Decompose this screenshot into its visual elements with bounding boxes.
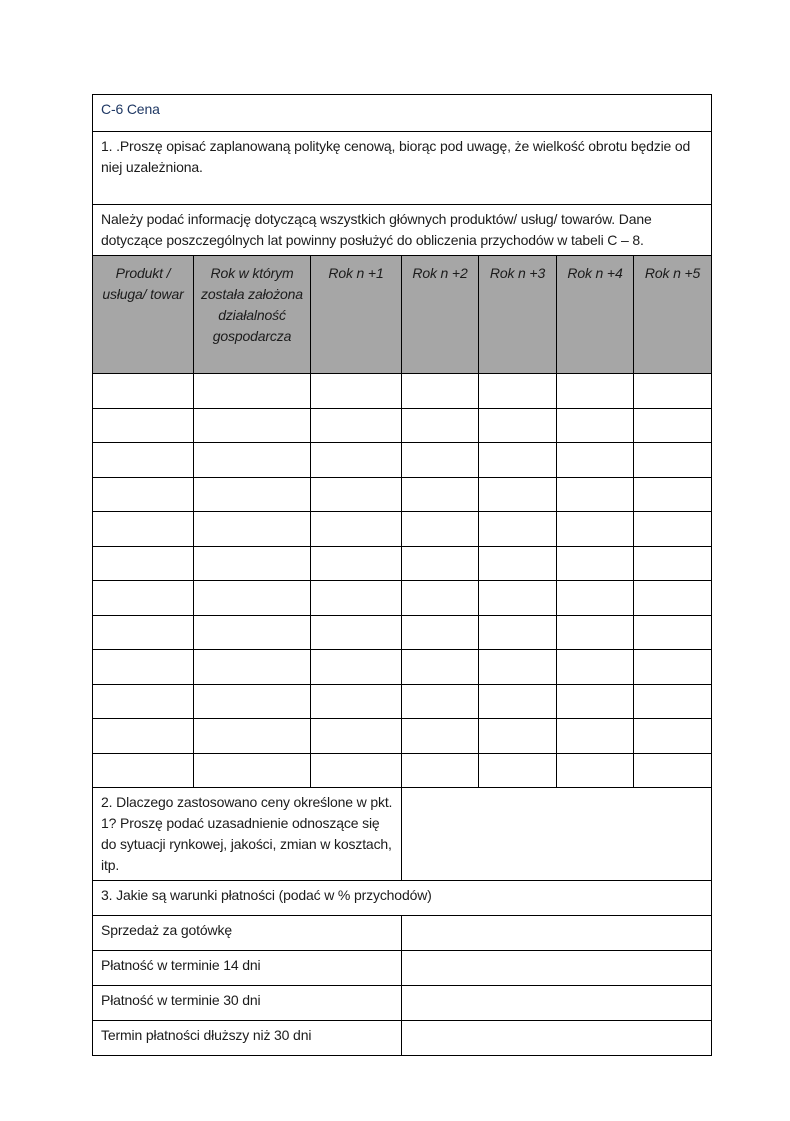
product-row (93, 546, 712, 581)
product-input-cell[interactable] (557, 581, 634, 616)
product-input-cell[interactable] (557, 753, 634, 788)
product-input-cell[interactable] (479, 443, 557, 478)
product-input-cell[interactable] (402, 615, 479, 650)
question-3-row (93, 881, 712, 916)
product-input-cell[interactable] (402, 650, 479, 685)
product-input-cell[interactable] (634, 512, 712, 547)
product-input-cell[interactable] (194, 615, 311, 650)
product-input-cell[interactable] (479, 615, 557, 650)
product-input-cell[interactable] (311, 408, 402, 443)
product-input-cell[interactable] (194, 719, 311, 754)
product-input-cell[interactable] (93, 719, 194, 754)
product-input-cell[interactable] (634, 581, 712, 616)
product-input-cell[interactable] (93, 684, 194, 719)
product-input-cell[interactable] (402, 719, 479, 754)
product-row (93, 719, 712, 754)
column-header: Rok n +2 (402, 256, 479, 374)
product-input-cell[interactable] (479, 374, 557, 409)
product-input-cell[interactable] (557, 477, 634, 512)
product-input-cell[interactable] (634, 408, 712, 443)
product-input-cell[interactable] (311, 546, 402, 581)
product-input-cell[interactable] (311, 581, 402, 616)
product-row (93, 581, 712, 616)
product-input-cell[interactable] (194, 408, 311, 443)
pricing-form-table (92, 94, 712, 1056)
product-input-cell[interactable] (93, 477, 194, 512)
payment-term-label: Płatność w terminie 30 dni (93, 986, 402, 1021)
payment-term-row (93, 916, 712, 951)
product-input-cell[interactable] (402, 408, 479, 443)
product-input-cell[interactable] (479, 753, 557, 788)
payment-term-label: Sprzedaż za gotówkę (93, 916, 402, 951)
product-input-cell[interactable] (557, 684, 634, 719)
column-header: Produkt / usługa/ towar (93, 256, 194, 374)
product-input-cell[interactable] (479, 650, 557, 685)
product-input-cell[interactable] (402, 477, 479, 512)
question-3-label: 3. Jakie są warunki płatności (podać w % przychodów) (93, 881, 712, 916)
product-input-cell[interactable] (93, 581, 194, 616)
instruction-1-text: 1. .Proszę opisać zaplanowaną politykę cenową, biorąc pod uwagę, że wielkość obrotu będzie od niej uzależniona. (93, 132, 712, 205)
product-input-cell[interactable] (634, 546, 712, 581)
product-input-cell[interactable] (93, 753, 194, 788)
product-row (93, 753, 712, 788)
products-table-body (93, 374, 712, 788)
product-input-cell[interactable] (634, 719, 712, 754)
product-input-cell[interactable] (194, 650, 311, 685)
question-2-label: 2. Dlaczego zastosowano ceny określone w pkt. 1? Proszę podać uzasadnienie odnoszące się do sytuacji rynkowej, jakości, zmian w kosztach, itp. (93, 788, 402, 881)
product-input-cell[interactable] (402, 753, 479, 788)
product-input-cell[interactable] (402, 443, 479, 478)
product-input-cell[interactable] (93, 374, 194, 409)
product-input-cell[interactable] (194, 753, 311, 788)
product-input-cell[interactable] (93, 615, 194, 650)
product-input-cell[interactable] (557, 374, 634, 409)
product-input-cell[interactable] (194, 581, 311, 616)
column-header: Rok n +4 (557, 256, 634, 374)
product-input-cell[interactable] (311, 650, 402, 685)
payment-term-value-cell[interactable] (402, 951, 712, 986)
product-row (93, 443, 712, 478)
product-input-cell[interactable] (93, 546, 194, 581)
product-input-cell[interactable] (634, 753, 712, 788)
product-input-cell[interactable] (194, 512, 311, 547)
product-row (93, 615, 712, 650)
product-input-cell[interactable] (557, 443, 634, 478)
product-input-cell[interactable] (93, 443, 194, 478)
payment-term-row (93, 986, 712, 1021)
product-input-cell[interactable] (402, 546, 479, 581)
payment-term-label: Płatność w terminie 14 dni (93, 951, 402, 986)
product-input-cell[interactable] (402, 581, 479, 616)
product-input-cell[interactable] (311, 615, 402, 650)
product-input-cell[interactable] (557, 650, 634, 685)
product-input-cell[interactable] (311, 512, 402, 547)
product-input-cell[interactable] (402, 374, 479, 409)
product-input-cell[interactable] (634, 477, 712, 512)
instruction-1-row (93, 132, 712, 205)
product-input-cell[interactable] (479, 477, 557, 512)
product-input-cell[interactable] (402, 684, 479, 719)
products-table-header-row (93, 256, 712, 374)
column-header: Rok w którym została założona działalność gospodarcza (194, 256, 311, 374)
page-title: C-6 Cena (93, 95, 712, 132)
payment-term-row (93, 951, 712, 986)
payment-term-value-cell[interactable] (402, 916, 712, 951)
product-input-cell[interactable] (634, 374, 712, 409)
question-2-row (93, 788, 712, 881)
payment-term-value-cell[interactable] (402, 986, 712, 1021)
product-input-cell[interactable] (557, 408, 634, 443)
product-input-cell[interactable] (194, 546, 311, 581)
title-row (93, 95, 712, 132)
product-input-cell[interactable] (311, 684, 402, 719)
product-input-cell[interactable] (634, 443, 712, 478)
product-input-cell[interactable] (311, 753, 402, 788)
product-input-cell[interactable] (194, 443, 311, 478)
instruction-2-row (93, 205, 712, 256)
product-row (93, 684, 712, 719)
product-input-cell[interactable] (479, 512, 557, 547)
product-input-cell[interactable] (194, 477, 311, 512)
product-input-cell[interactable] (634, 650, 712, 685)
product-row (93, 408, 712, 443)
product-input-cell[interactable] (194, 684, 311, 719)
product-input-cell[interactable] (634, 615, 712, 650)
payment-term-label: Termin płatności dłuższy niż 30 dni (93, 1021, 402, 1056)
product-row (93, 512, 712, 547)
question-2-answer-cell[interactable] (402, 788, 712, 881)
product-input-cell[interactable] (557, 719, 634, 754)
product-input-cell[interactable] (402, 512, 479, 547)
product-row (93, 374, 712, 409)
product-input-cell[interactable] (479, 546, 557, 581)
column-header: Rok n +5 (634, 256, 712, 374)
product-input-cell[interactable] (93, 408, 194, 443)
column-header: Rok n +3 (479, 256, 557, 374)
product-input-cell[interactable] (479, 408, 557, 443)
product-row (93, 650, 712, 685)
product-input-cell[interactable] (311, 443, 402, 478)
product-input-cell[interactable] (557, 546, 634, 581)
product-input-cell[interactable] (557, 615, 634, 650)
product-input-cell[interactable] (479, 719, 557, 754)
payment-terms-body (93, 916, 712, 1056)
product-input-cell[interactable] (479, 684, 557, 719)
product-input-cell[interactable] (557, 512, 634, 547)
product-input-cell[interactable] (93, 650, 194, 685)
payment-term-row (93, 1021, 712, 1056)
payment-term-value-cell[interactable] (402, 1021, 712, 1056)
product-input-cell[interactable] (479, 581, 557, 616)
column-header: Rok n +1 (311, 256, 402, 374)
instruction-2-text: Należy podać informację dotyczącą wszystkich głównych produktów/ usług/ towarów. Dane dotyczące poszczególnych lat powinny posłużyć do obliczenia przychodów w tabeli C – 8. (93, 205, 712, 256)
product-row (93, 477, 712, 512)
product-input-cell[interactable] (194, 374, 311, 409)
product-input-cell[interactable] (311, 477, 402, 512)
product-input-cell[interactable] (311, 374, 402, 409)
product-input-cell[interactable] (634, 684, 712, 719)
product-input-cell[interactable] (311, 719, 402, 754)
product-input-cell[interactable] (93, 512, 194, 547)
